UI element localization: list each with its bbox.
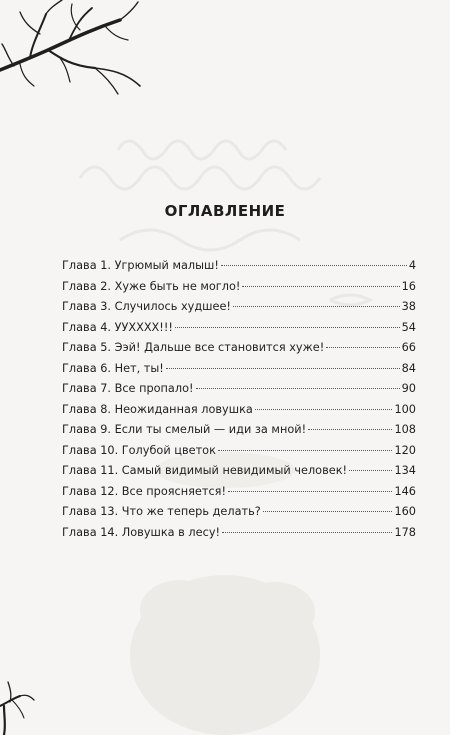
- toc-entry: [62, 379, 416, 400]
- dot-leader: [326, 347, 399, 348]
- toc-entry: [62, 318, 416, 339]
- toc-entry: [62, 482, 416, 503]
- chapter-title: Глава 10. Голубой цветок: [62, 443, 216, 457]
- dot-leader: [196, 388, 400, 389]
- page-number: 4: [408, 259, 416, 272]
- page-number: 100: [394, 402, 416, 416]
- page-number: 146: [394, 484, 416, 498]
- page-number: 160: [394, 505, 416, 518]
- chapter-title: Глава 2. Хуже быть не могло!: [62, 279, 241, 293]
- toc-entry: [62, 256, 416, 277]
- page-number: 84: [401, 361, 416, 375]
- toc-entry: [62, 523, 416, 544]
- toc-entry: [62, 338, 416, 359]
- page-number: 90: [401, 382, 416, 395]
- page-number: 134: [394, 464, 416, 477]
- chapter-title: Глава 3. Случилось худшее!: [62, 300, 231, 313]
- dot-leader: [218, 450, 393, 451]
- page-number: 120: [394, 443, 416, 457]
- chapter-title: Глава 1. Угрюмый малыш!: [62, 259, 219, 272]
- toc-entry: [62, 297, 416, 318]
- page-number: 38: [401, 300, 416, 313]
- chapter-title: Глава 12. Все проясняется!: [62, 484, 226, 498]
- chapter-title: Глава 4. УУХХХХ!!!: [62, 320, 173, 334]
- tree-fragment-illustration: [0, 676, 40, 735]
- toc-entry: [62, 502, 416, 523]
- toc-entry: [62, 461, 416, 482]
- dot-leader: [228, 491, 392, 492]
- dot-leader: [349, 470, 392, 471]
- toc-title: ОГЛАВЛЕНИЕ: [164, 202, 286, 220]
- toc-entry: [62, 277, 416, 298]
- chapter-title: Глава 14. Ловушка в лесу!: [62, 525, 221, 539]
- page-number: 16: [401, 279, 416, 293]
- dot-leader: [242, 286, 399, 287]
- page-number: 54: [401, 320, 416, 334]
- dot-leader: [255, 409, 393, 410]
- dot-leader: [233, 306, 400, 307]
- toc-entry: [62, 441, 416, 462]
- chapter-title: Глава 11. Самый видимый невидимый человек!: [62, 464, 348, 477]
- dot-leader: [166, 368, 400, 369]
- dot-leader: [222, 532, 392, 533]
- chapter-title: Глава 6. Нет, ты!: [62, 361, 164, 375]
- page-number: 66: [401, 341, 416, 354]
- chapter-title: Глава 9. Если ты смелый — иди за мной!: [62, 423, 307, 436]
- toc-entry: [62, 400, 416, 421]
- page-number: 108: [394, 423, 416, 436]
- chapter-title: Глава 5. Ээй! Дальше все становится хуже!: [62, 341, 325, 354]
- toc-list: [62, 256, 416, 543]
- chapter-title: Глава 7. Все пропало!: [62, 382, 194, 395]
- dot-leader: [308, 429, 392, 430]
- chapter-title: Глава 8. Неожиданная ловушка: [62, 402, 253, 416]
- chapter-title: Глава 13. Что же теперь делать?: [62, 505, 261, 518]
- page-number: 178: [394, 525, 416, 539]
- toc-entry: [62, 359, 416, 380]
- tree-branch-illustration: [0, 0, 150, 100]
- dot-leader: [263, 511, 393, 512]
- dot-leader: [221, 265, 407, 266]
- dot-leader: [175, 327, 400, 328]
- toc-entry: [62, 420, 416, 441]
